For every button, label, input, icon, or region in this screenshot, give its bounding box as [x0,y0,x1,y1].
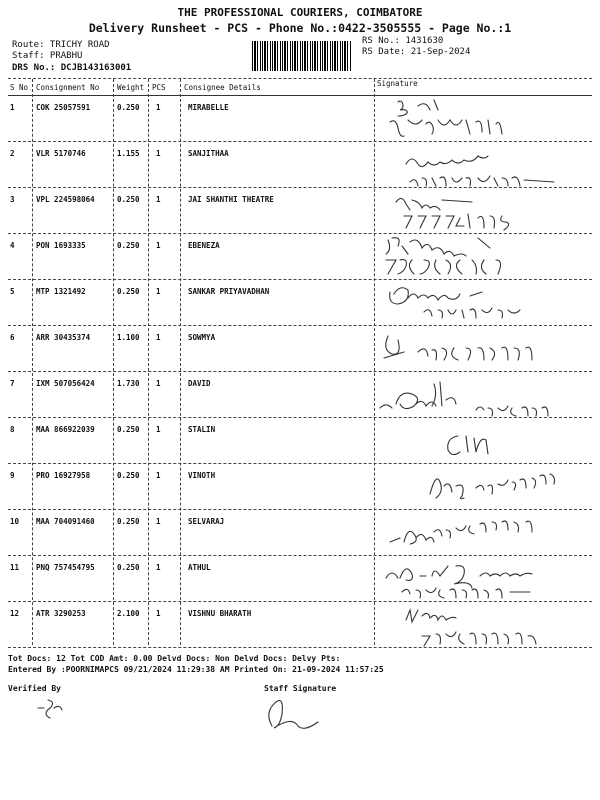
staff-signature [262,692,332,732]
row-weight: 0.250 [117,425,140,434]
row-weight: 0.250 [117,471,140,480]
signature-11 [380,558,580,602]
row-pcs: 1 [156,379,161,388]
table-row [0,556,600,602]
row-weight: 0.250 [117,563,140,572]
row-consignment: IXM 507056424 [36,379,95,388]
row-consignment: MTP 1321492 [36,287,86,296]
table-row [0,96,600,142]
verified-by-label: Verified By [8,684,61,693]
row-consignee: VISHNU BHARATH [188,609,252,618]
row-pcs: 1 [156,149,161,158]
barcode [252,41,352,71]
table-row [0,372,600,418]
signature-6 [378,328,558,370]
col-consignee: Consignee Details [184,83,261,92]
col-signature: Signature [377,79,418,88]
row-sno: 2 [10,149,15,158]
row-consignee: DAVID [188,379,211,388]
row-consignee: STALIN [188,425,216,434]
row-sno: 6 [10,333,15,342]
row-consignment: ATR 3290253 [36,609,86,618]
row-consignee: SANJITHAA [188,149,229,158]
row-sno: 3 [10,195,15,204]
row-sno: 11 [10,563,20,572]
row-consignment: VLR 5170746 [36,149,86,158]
table-row [0,234,600,280]
drs-number: DRS No.: DCJB143163001 [12,63,132,73]
row-weight: 0.250 [117,517,140,526]
row-sno: 5 [10,287,15,296]
row-pcs: 1 [156,425,161,434]
row-consignee: SELVARAJ [188,517,225,526]
row-consignee: VINOTH [188,471,216,480]
company-name: THE PROFESSIONAL COURIERS, COIMBATORE [177,6,423,19]
row-consignee: SOWMYA [188,333,216,342]
signature-4 [380,234,560,278]
row-pcs: 1 [156,195,161,204]
row-pcs: 1 [156,103,161,112]
row-divider [8,647,592,648]
signature-7 [376,374,566,418]
row-sno: 10 [10,517,20,526]
row-pcs: 1 [156,333,161,342]
signature-3 [392,192,552,232]
row-sno: 1 [10,103,15,112]
table-row [0,280,600,326]
signature-5 [384,282,564,322]
row-weight: 1.730 [117,379,140,388]
col-weight: Weight [117,83,145,92]
signature-12 [396,606,566,648]
row-consignment: PON 1693335 [36,241,86,250]
signature-1 [380,96,530,140]
signature-8 [440,426,500,462]
totals-line: Tot Docs: 12 Tot COD Amt: 0.00 Delvd Docs: Non Delvd Docs: Delvy Pts: [8,654,341,663]
col-pcs: PCS [152,83,166,92]
table-row [0,326,600,372]
row-pcs: 1 [156,517,161,526]
row-weight: 1.100 [117,333,140,342]
row-consignment: MAA 704091460 [36,517,95,526]
signature-2 [400,148,560,192]
table-row [0,418,600,464]
runsheet-title: Delivery Runsheet - PCS - Phone No.:0422-3505555 - Page No.:1 [88,21,512,35]
row-pcs: 1 [156,241,161,250]
row-sno: 7 [10,379,15,388]
row-consignment: MAA 866922039 [36,425,95,434]
rs-number: RS No.: 1431630 [362,36,444,46]
row-consignment: ARR 30435374 [36,333,91,342]
signature-9 [420,464,570,508]
row-consignee: JAI SHANTHI THEATRE [188,195,274,204]
col-sno: S No [10,83,29,92]
row-consignee: SANKAR PRIYAVADHAN [188,287,270,296]
row-consignee: MIRABELLE [188,103,229,112]
row-consignment: COK 25057591 [36,103,91,112]
row-consignee: EBENEZA [188,241,220,250]
row-weight: 2.100 [117,609,140,618]
rs-date: RS Date: 21-Sep-2024 [362,47,471,57]
row-sno: 12 [10,609,20,618]
staff-label: Staff: PRABHU [12,51,83,61]
row-pcs: 1 [156,609,161,618]
row-weight: 0.250 [117,241,140,250]
row-consignment: PNQ 757454795 [36,563,95,572]
col-consignment: Consignment No [36,83,100,92]
signature-10 [386,512,566,556]
row-sno: 4 [10,241,15,250]
table-row [0,602,600,648]
row-weight: 0.250 [117,195,140,204]
row-sno: 9 [10,471,15,480]
row-consignment: PRO 16927958 [36,471,91,480]
table-row [0,188,600,234]
verifier-signature [30,694,70,724]
table-top-rule [8,78,592,79]
row-weight: 0.250 [117,103,140,112]
table-row [0,464,600,510]
table-row [0,142,600,188]
row-pcs: 1 [156,471,161,480]
row-pcs: 1 [156,287,161,296]
row-consignee: ATHUL [188,563,211,572]
row-consignment: VPL 224598064 [36,195,95,204]
staff-signature-label: Staff Signature [264,684,337,693]
row-weight: 0.250 [117,287,140,296]
row-pcs: 1 [156,563,161,572]
table-row [0,510,600,556]
entered-by-line: Entered By :POORNIMAPCS 09/21/2024 11:29:38 AM Printed On: 21-09-2024 11:57:25 [8,665,384,674]
route-label: Route: TRICHY ROAD [12,40,110,50]
row-weight: 1.155 [117,149,140,158]
row-sno: 8 [10,425,15,434]
